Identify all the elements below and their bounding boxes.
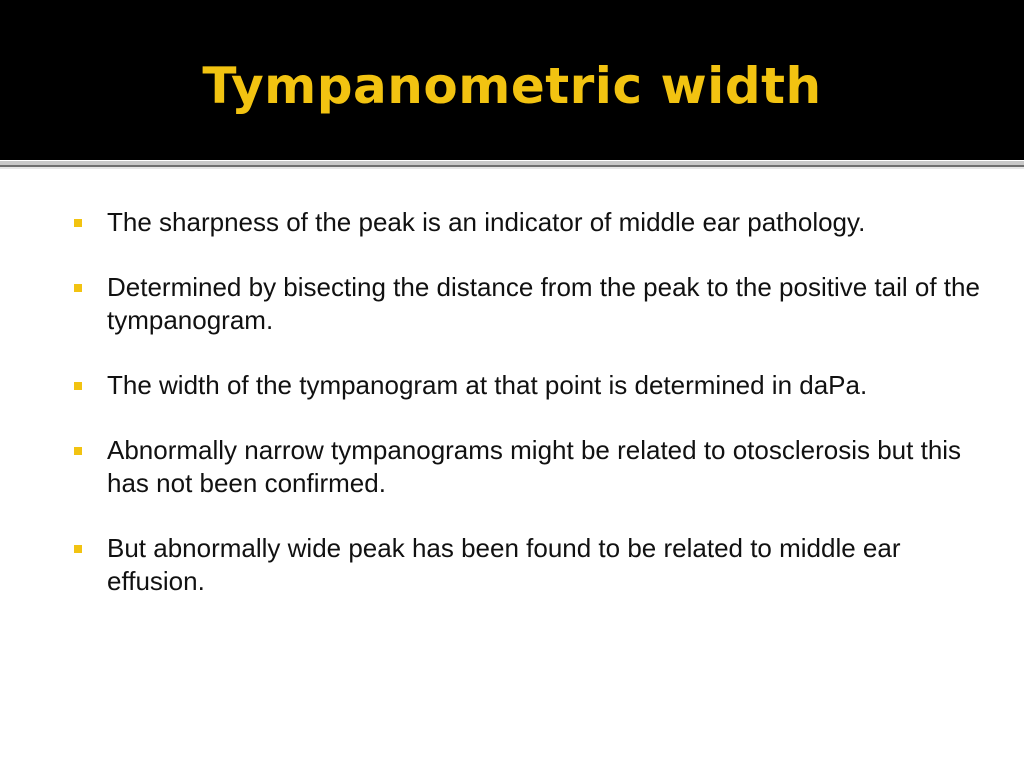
square-bullet-icon (74, 219, 82, 227)
bullet-text: Abnormally narrow tympanograms might be related to otosclerosis but this has not been confirmed. (107, 435, 962, 498)
bullet-item (74, 369, 994, 402)
square-bullet-icon (74, 447, 82, 455)
bullet-item (74, 532, 994, 598)
slide-title: Tympanometric width (202, 57, 822, 115)
bullet-item (74, 271, 994, 337)
bullet-text: Determined by bisecting the distance from the peak to the positive tail of the tympanogram. (107, 272, 980, 335)
bullet-list (74, 206, 994, 630)
square-bullet-icon (74, 382, 82, 390)
square-bullet-icon (74, 545, 82, 553)
bullet-text: The sharpness of the peak is an indicator of middle ear pathology. (107, 207, 866, 237)
bullet-text: The width of the tympanogram at that point is determined in daPa. (107, 370, 868, 400)
bullet-item (74, 434, 994, 500)
bullet-text: But abnormally wide peak has been found to be related to middle ear effusion. (107, 533, 901, 596)
bullet-item (74, 206, 994, 239)
square-bullet-icon (74, 284, 82, 292)
title-divider-highlight (0, 167, 1024, 169)
title-bar (0, 0, 1024, 160)
